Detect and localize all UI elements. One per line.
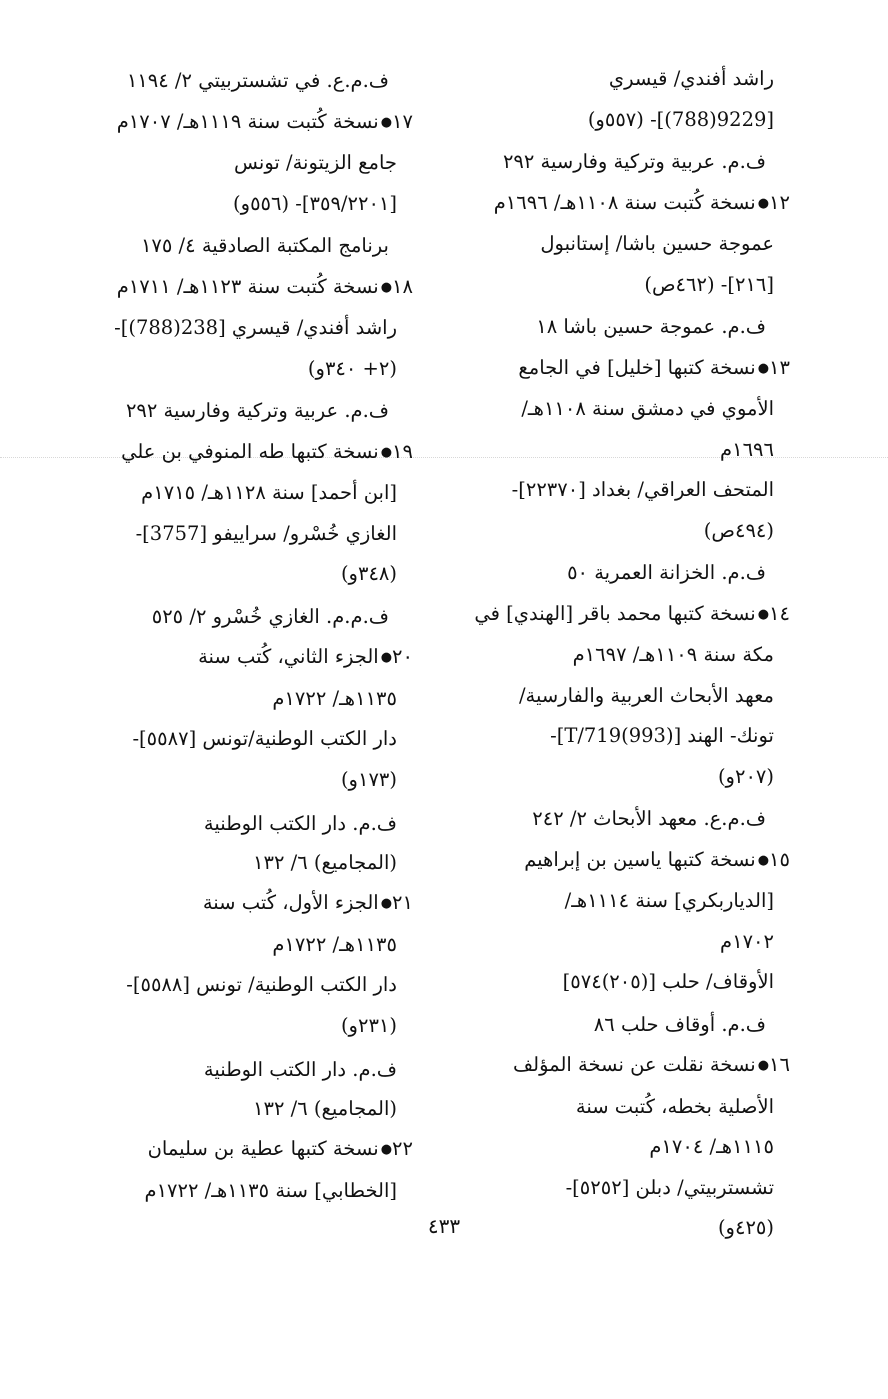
manuscript-entry	[68, 1132, 413, 1208]
entry-line: (١٧٣و)	[340, 767, 397, 791]
entry-heading-text: نسخة كتبها عطية بن سليمان	[147, 1137, 379, 1160]
bullet-icon: ●	[380, 1142, 393, 1157]
catalog-reference: ف.م. عربية وتركية وفارسية ٢٩٢	[125, 399, 389, 422]
entry-line: ١٦٩٦م	[720, 437, 774, 461]
entry-line: راشد أفندي/ قيسري	[608, 67, 774, 90]
catalog-reference: ف.م.م. الغازي خُسْرو ٢/ ٥٢٥	[151, 604, 389, 628]
manuscript-entry-continued	[445, 62, 790, 137]
entry-line: المتحف العراقي/ بغداد [٢٢٣٧٠]-	[511, 478, 774, 501]
entry-line: ١١١٥هـ/ ١٧٠٤م	[649, 1135, 774, 1158]
entry-heading-text: نسخة كتبها طه المنوفي بن علي	[121, 439, 379, 463]
entry-heading	[68, 105, 413, 141]
catalog-reference-block	[68, 807, 413, 880]
entry-line: [9229(788)]- (٥٥٧و)	[587, 107, 774, 131]
bullet-icon: ●	[757, 606, 770, 622]
entry-line: الأموي في دمشق سنة ١١٠٨هـ/	[521, 397, 774, 420]
catalog-reference-line: ف.م. دار الكتب الوطنية	[203, 812, 397, 835]
bullet-icon: ●	[757, 852, 770, 868]
entry-line: [الخطابي] سنة ١١٣٥هـ/ ١٧٢٢م	[144, 1178, 397, 1202]
entry-heading	[68, 640, 413, 676]
entry-line: مكة سنة ١١٠٩هـ/ ١٦٩٧م	[572, 643, 774, 666]
entry-heading-text: نسخة كتبها [خليل] في الجامع	[518, 355, 756, 379]
entry-line: (٣٤٨و)	[340, 562, 397, 585]
entry-line: تشستربيتي/ دبلن [٥٢٥٢]-	[565, 1175, 774, 1199]
entry-number: ١٨	[392, 274, 413, 298]
right-column	[445, 56, 790, 1246]
bullet-icon: ●	[757, 195, 770, 211]
entry-heading-text: نسخة كُتبت سنة ١١١٩هـ/ ١٧٠٧م	[116, 109, 379, 133]
entry-line: [الدياربكري] سنة ١١١٤هـ/	[564, 889, 774, 912]
manuscript-entry	[68, 640, 413, 797]
entry-line: (٢+ ٣٤٠و)	[307, 356, 397, 380]
bullet-icon: ●	[380, 114, 393, 130]
entry-number: ١٤	[769, 601, 790, 625]
entry-line: دار الكتب الوطنية/تونس [٥٥٨٧]-	[132, 727, 397, 750]
manuscript-entry	[68, 886, 413, 1043]
entry-line: جامع الزيتونة/ تونس	[234, 151, 397, 174]
manuscript-entry	[68, 435, 413, 592]
entry-line: راشد أفندي/ قيسري [238(788)]-	[114, 316, 397, 339]
entry-line: (٢٣١و)	[340, 1013, 397, 1037]
entry-line: ١١٣٥هـ/ ١٧٢٢م	[272, 932, 397, 956]
manuscript-entry	[445, 351, 790, 549]
catalog-reference: ف.م. عربية وتركية وفارسية ٢٩٢	[502, 150, 766, 173]
catalog-reference: ف.م.ع. معهد الأبحاث ٢/ ٢٤٢	[532, 807, 766, 830]
entry-number: ١٧	[392, 109, 413, 133]
entry-line: (٢٠٧و)	[717, 764, 774, 788]
entry-number: ١٩	[392, 439, 413, 463]
entry-line: دار الكتب الوطنية/ تونس [٥٥٨٨]-	[126, 973, 397, 996]
catalog-reference-line: (المجاميع) ٦/ ١٣٢	[253, 1096, 397, 1120]
entry-line: الغازي خُسْرو/ سراييفو [3757]-	[135, 521, 397, 545]
entry-line: [٢١٦]- (٤٦٢ص)	[644, 272, 774, 296]
bullet-icon: ●	[380, 896, 393, 911]
entry-heading	[68, 886, 413, 922]
entry-heading	[445, 351, 790, 387]
entry-heading-text: نسخة نقلت عن نسخة المؤلف	[512, 1053, 756, 1076]
entry-heading-text: نسخة كُتبت سنة ١١٠٨هـ/ ١٦٩٦م	[493, 190, 756, 214]
entry-heading	[445, 1048, 790, 1084]
entry-heading-text: نسخة كُتبت سنة ١١٢٣هـ/ ١٧١١م	[116, 274, 379, 298]
entry-number: ١٢	[769, 190, 790, 214]
entry-line: الأصلية بخطه، كُتبت سنة	[575, 1094, 774, 1118]
entry-number: ٢١	[392, 891, 413, 914]
entry-heading	[68, 435, 413, 471]
entry-number: ٢٢	[392, 1137, 413, 1160]
entry-line: ١٧٠٢م	[720, 929, 774, 953]
catalog-reference: ف.م.ع. في تشستربيتي ٢/ ١١٩٤	[126, 69, 389, 92]
entry-heading	[68, 270, 413, 306]
bullet-icon: ●	[380, 650, 393, 665]
entry-number: ١٣	[769, 355, 790, 379]
entry-heading-text: الجزء الأول، كُتب سنة	[202, 891, 379, 914]
entry-heading	[445, 597, 790, 633]
page-number: ٤٣٣	[427, 1214, 461, 1238]
entry-heading	[445, 843, 790, 879]
entry-number: ٢٠	[392, 645, 413, 668]
entry-heading-text: الجزء الثاني، كُتب سنة	[198, 645, 379, 668]
entry-heading	[445, 186, 790, 222]
left-column	[68, 56, 413, 1208]
bullet-icon: ●	[380, 444, 393, 460]
catalog-reference: ف.م. الخزانة العمرية ٥٠	[567, 561, 766, 584]
catalog-reference: ف.م. أوقاف حلب ٨٦	[593, 1012, 766, 1036]
catalog-reference-block	[68, 1053, 413, 1126]
entry-line: عموجة حسين باشا/ إستانبول	[540, 232, 774, 255]
manuscript-entry	[445, 843, 790, 1000]
entry-heading	[68, 1132, 413, 1168]
entry-line: ١١٣٥هـ/ ١٧٢٢م	[272, 686, 397, 710]
entry-line: معهد الأبحاث العربية والفارسية/	[518, 683, 774, 707]
catalog-reference-line: (المجاميع) ٦/ ١٣٢	[253, 850, 397, 874]
manuscript-entry	[445, 597, 790, 795]
entry-number: ١٦	[769, 1053, 790, 1076]
entry-line: تونك- الهند [T/719(993)]-	[550, 724, 774, 747]
catalog-reference-line: ف.م. دار الكتب الوطنية	[203, 1058, 397, 1081]
bullet-icon: ●	[380, 279, 393, 295]
entry-line: الأوقاف/ حلب [(٢٠٥)٥٧٤]	[562, 970, 774, 993]
manuscript-entry	[68, 270, 413, 387]
bullet-icon: ●	[757, 360, 770, 376]
entry-heading-text: نسخة كتبها ياسين بن إبراهيم	[524, 847, 756, 871]
manuscript-entry	[68, 105, 413, 222]
bullet-icon: ●	[757, 1058, 770, 1073]
entry-heading-text: نسخة كتبها محمد باقر [الهندي] في	[474, 601, 756, 625]
entry-number: ١٥	[769, 847, 790, 871]
entry-line: [ابن أحمد] سنة ١١٢٨هـ/ ١٧١٥م	[141, 481, 397, 504]
catalog-reference: برنامج المكتبة الصادقية ٤/ ١٧٥	[140, 234, 389, 257]
entry-line: [٣٥٩/٢٢٠١]- (٥٥٦و)	[233, 191, 397, 215]
entry-line: (٤٩٤ص)	[703, 518, 774, 542]
catalog-reference: ف.م. عموجة حسين باشا ١٨	[536, 315, 766, 338]
entry-line: (٤٢٥و)	[717, 1216, 774, 1239]
manuscript-entry	[445, 186, 790, 303]
